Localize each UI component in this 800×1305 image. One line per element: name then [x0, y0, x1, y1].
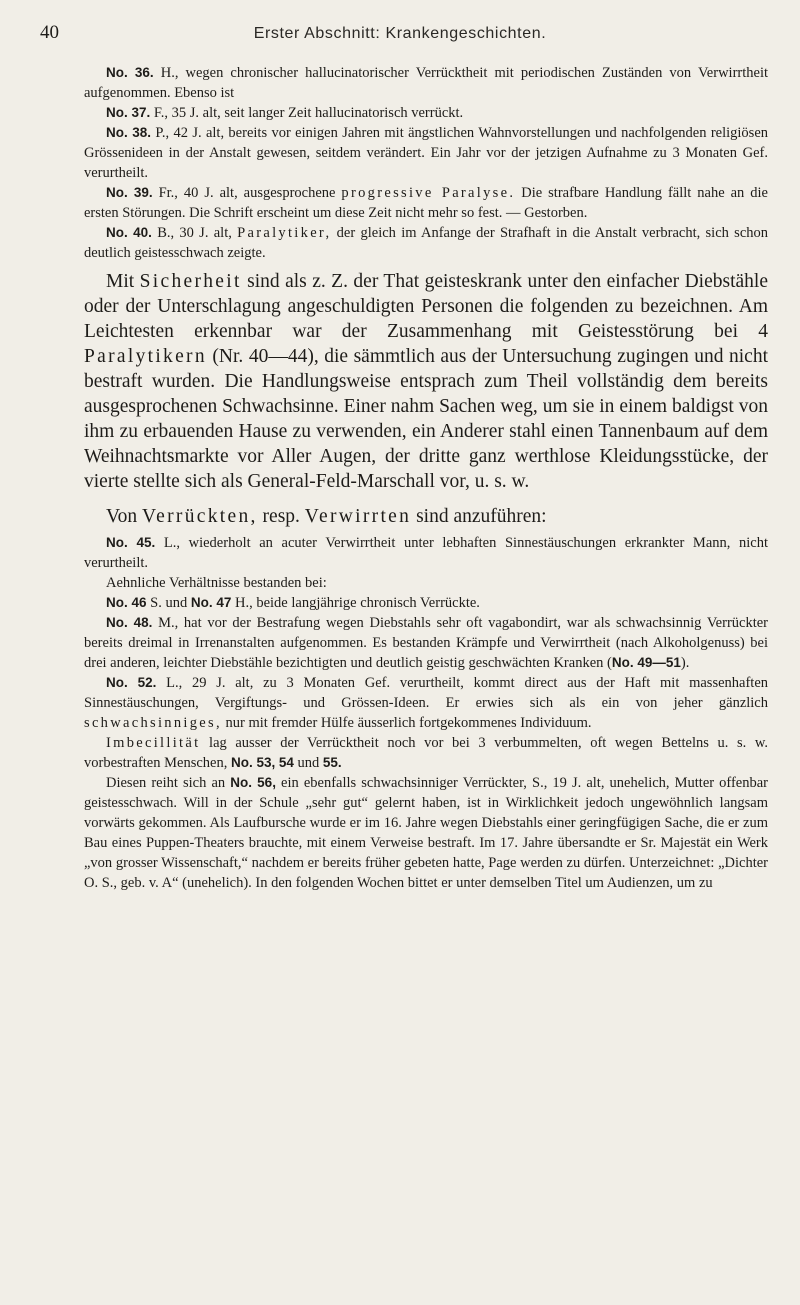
case-52 [84, 673, 768, 733]
emphasis: Paralytikern [84, 346, 207, 367]
emphasis: Sicherheit [139, 271, 242, 292]
case-text: nur mit fremder Hülfe äusserlich fortgekommenes Individuum. [221, 715, 592, 731]
running-head: Erster Abschnitt: Krankengeschichten. [253, 25, 547, 42]
case-number: No. 56, [230, 775, 276, 790]
case-number: No. 36. [106, 65, 154, 80]
page-header [0, 22, 800, 52]
case-text: B., 30 J. alt, [151, 225, 238, 241]
case-48 [84, 613, 768, 673]
main-paragraph [84, 269, 768, 494]
case-number: No. 39. [106, 185, 153, 200]
aehnliche-line: Aehnliche Verhältnisse bestanden bei: [106, 575, 327, 591]
section-heading [84, 504, 768, 529]
case-37 [84, 103, 768, 123]
emphasis: schwachsinniges, [84, 715, 222, 731]
case-number: 55. [322, 755, 342, 770]
emphasis: progressive Paralyse. [341, 185, 516, 201]
case-36 [84, 63, 768, 103]
case-number: No. 40. [106, 225, 152, 240]
case-text: der gleich im Anfange der Strafhaft in die Anstalt verbracht, sich schon deutlich geistesschwach zeigte. [84, 225, 769, 261]
case-number: No. 47 [190, 595, 232, 610]
heading-text: Von [106, 506, 142, 527]
case-39 [84, 183, 768, 223]
case-text: P., 42 J. alt, bereits vor einigen Jahren mit ängstlichen Wahnvorstellungen und nachfolgenden religiösen Grössenideen in der Anstalt gewesen, seitdem verändert. Ein Jahr vor der jetzigen Aufnahme zu 3 Monaten Gef. verurtheilt. [84, 125, 769, 181]
para-text: sind als z. Z. der That geisteskrank unter den einfacher Diebstähle oder der Unterschlagung angeschuldigten Personen die folgenden zu bezeichnen. Am Leichtesten erkennbar war der Zusammenhang mit Geistesstörung bei 4 [84, 271, 768, 342]
case-number: No. 49—51 [611, 655, 681, 670]
heading-text: resp. [257, 506, 305, 527]
case-text: Fr., 40 J. alt, ausgesprochene [152, 185, 342, 201]
imbecillitaet-para [84, 733, 768, 773]
case-text: Die strafbare Handlung fällt nahe an die ersten Störungen. Die Schrift erscheint um diese Zeit nicht mehr so fest. — Gestorben. [84, 185, 768, 221]
para-text: (Nr. 40—44), die sämmtlich aus der Untersuchung zugingen und nicht bestraft wurden. Die Handlungsweise entsprach zum Theil vollständig dem bereits ausgesprochenen Schwachsinne. Einer nahm Sachen weg, um sie in einem baldigst von ihm zu erbauenden Hause zu verwenden, ein Anderer stahl einen Tannenbaum auf dem Weihnachtsmarkte vor Aller Augen, der dritte ganz werthlose Kleidungsstücke, der vierte stellte sich als General-Feld-Marschall vor, u. s. w. [84, 346, 768, 492]
emphasis: Imbecillität [106, 735, 201, 751]
case-56 [84, 773, 768, 893]
case-40 [84, 223, 768, 263]
emphasis: Paralytiker, [237, 225, 332, 241]
case-number: No. 45. [106, 535, 156, 550]
case-number: No. 46 [106, 595, 147, 610]
body-text [84, 63, 768, 893]
case-number: No. 53, [230, 755, 276, 770]
case-text: F., 35 J. alt, seit langer Zeit hallucinatorisch verrückt. [150, 105, 464, 121]
emphasis: Verwirrten [304, 506, 412, 527]
case-number: No. 38. [106, 125, 152, 140]
case-number: 54 [278, 755, 294, 770]
case-text: L., wiederholt an acuter Verwirrtheit unter lebhaften Sinnestäuschungen erkrankter Mann, nicht verurtheilt. [84, 535, 768, 571]
para-text: ein ebenfalls schwachsinniger Verrückter, S., 19 J. alt, unehelich, Mutter offenbar geistesschwach. Will in der Schule „sehr gut“ gelernt haben, ist in Wirklichkeit jedoch ungewöhnlich langsam vorwärts gekommen. Als Laufbursche wurde er im 16. Jahre wegen Diebstahls einer geringfügigen Sache, die er zum Bau eines Puppen-Theaters brauchte, mit einem Verweise bestraft. Im 17. Jahre übersandte er Sr. Majestät ein Werk „von grosser Wissenschaft,“ nachdem er bereits früher gebeten hatte, Page werden zu dürfen. Unterzeichnet: „Dichter O. S., geb. v. A“ (unehelich). In den folgenden Wochen bittet er unter demselben Titel um Audienzen, um zu [84, 775, 769, 891]
emphasis: Verrückten, [141, 506, 258, 527]
case-text: H., beide langjährige chronisch Verrückte. [231, 595, 480, 611]
case-text: M., hat vor der Bestrafung wegen Diebstahls sehr oft vagabondirt, war als schwachsinnig Verrückter bereits dreimal in Irrenanstalten aufgenommen. Es bestanden Krämpfe und Verwirrtheit (nach Alkoholgenuss) bei drei anderen, leichter Diebstähle bezichtigten und deutlich geistig geschwächten Kranken ( [84, 615, 768, 671]
para-text: Mit [106, 271, 140, 292]
case-list-a [84, 63, 768, 263]
para-text: Diesen reiht sich an [106, 775, 231, 791]
case-number: No. 37. [106, 105, 151, 120]
case-text: S. und [146, 595, 191, 611]
case-45 [84, 533, 768, 573]
heading-text: sind anzuführen: [411, 506, 547, 527]
case-list-b [84, 533, 768, 893]
case-text: ). [680, 655, 690, 671]
case-text: L., 29 J. alt, zu 3 Monaten Gef. verurtheilt, kommt direct aus der Haft mit massenhaften Sinnestäuschungen, Vergiftungs- und Grössen-Ideen. Er erwies sich als ein von jeher gänzlich [84, 675, 769, 711]
case-text: H., wegen chronischer hallucinatorischer Verrücktheit mit periodischen Zuständen von Verwirrtheit aufgenommen. Ebenso ist [84, 65, 768, 101]
page-number: 40 [40, 22, 59, 43]
para-text: und [293, 755, 323, 771]
case-number: No. 48. [106, 615, 153, 630]
para-text: lag ausser der Verrücktheit noch vor bei 3 verbummelten, oft wegen Bettelns u. s. w. vorbestraften Menschen, [84, 735, 768, 771]
case-46-47 [84, 593, 768, 613]
case-number: No. 52. [106, 675, 157, 690]
case-38 [84, 123, 768, 183]
